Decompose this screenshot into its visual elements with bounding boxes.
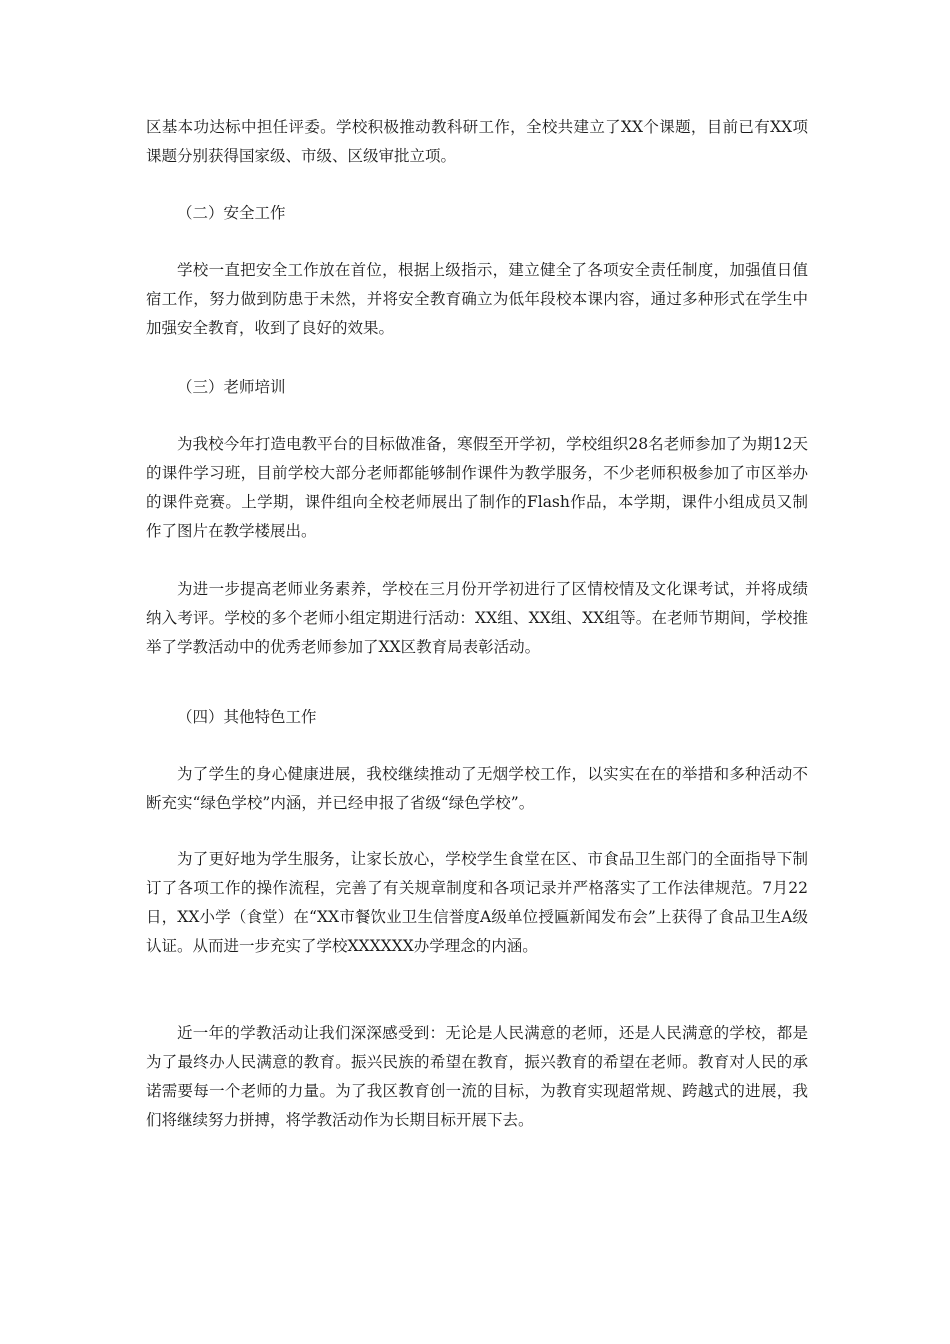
section-heading-training: （三）老师培训 bbox=[177, 378, 286, 396]
section-heading-other: （四）其他特色工作 bbox=[177, 708, 317, 726]
paragraph-training-courseware: 为我校今年打造电教平台的目标做准备，寒假至开学初，学校组织28名老师参加了为期12天的课件学习班，目前学校大部分老师都能够制作课件为教学服务，不少老师积极参加了市区举办的课件竞赛。上学期，课件组向全校老师展出了制作的Flash作品，本学期，课件小组成员又制作了图片在教学楼展出。 bbox=[146, 435, 808, 540]
paragraph-safety: 学校一直把安全工作放在首位，根据上级指示，建立健全了各项安全责任制度，加强值日值宿工作，努力做到防患于未然，并将安全教育确立为低年段校本课内容，通过多种形式在学生中加强安全教育，收到了良好的效果。 bbox=[146, 261, 808, 337]
paragraph-canteen: 为了更好地为学生服务，让家长放心，学校学生食堂在区、市食品卫生部门的全面指导下制订了各项工作的操作流程，完善了有关规章制度和各项记录并严格落实了工作法律规范。7月22日，XX小学（食堂）在“XX市餐饮业卫生信誉度A级单位授匾新闻发布会”上获得了食品卫生A级认证。从而进一步充实了学校XXXXXX办学理念的内涵。 bbox=[146, 850, 808, 955]
paragraph-continuation: 区基本功达标中担任评委。学校积极推动教科研工作，全校共建立了XX个课题，目前已有XX项课题分别获得国家级、市级、区级审批立项。 bbox=[146, 118, 808, 165]
paragraph-green-school: 为了学生的身心健康进展，我校继续推动了无烟学校工作，以实实在在的举措和多种活动不断充实“绿色学校”内涵，并已经申报了省级“绿色学校”。 bbox=[146, 765, 808, 812]
section-heading-safety: （二）安全工作 bbox=[177, 204, 286, 222]
paragraph-training-exams: 为进一步提高老师业务素养，学校在三月份开学初进行了区情校情及文化课考试，并将成绩纳入考评。学校的多个老师小组定期进行活动：XX组、XX组、XX组等。在老师节期间，学校推举了学教活动中的优秀老师参加了XX区教育局表彰活动。 bbox=[146, 580, 808, 656]
paragraph-conclusion: 近一年的学教活动让我们深深感受到：无论是人民满意的老师，还是人民满意的学校，都是为了最终办人民满意的教育。振兴民族的希望在教育，振兴教育的希望在老师。教育对人民的承诺需要每一个老师的力量。为了我区教育创一流的目标，为教育实现超常规、跨越式的进展，我们将继续努力拼搏，将学教活动作为长期目标开展下去。 bbox=[146, 1024, 808, 1129]
